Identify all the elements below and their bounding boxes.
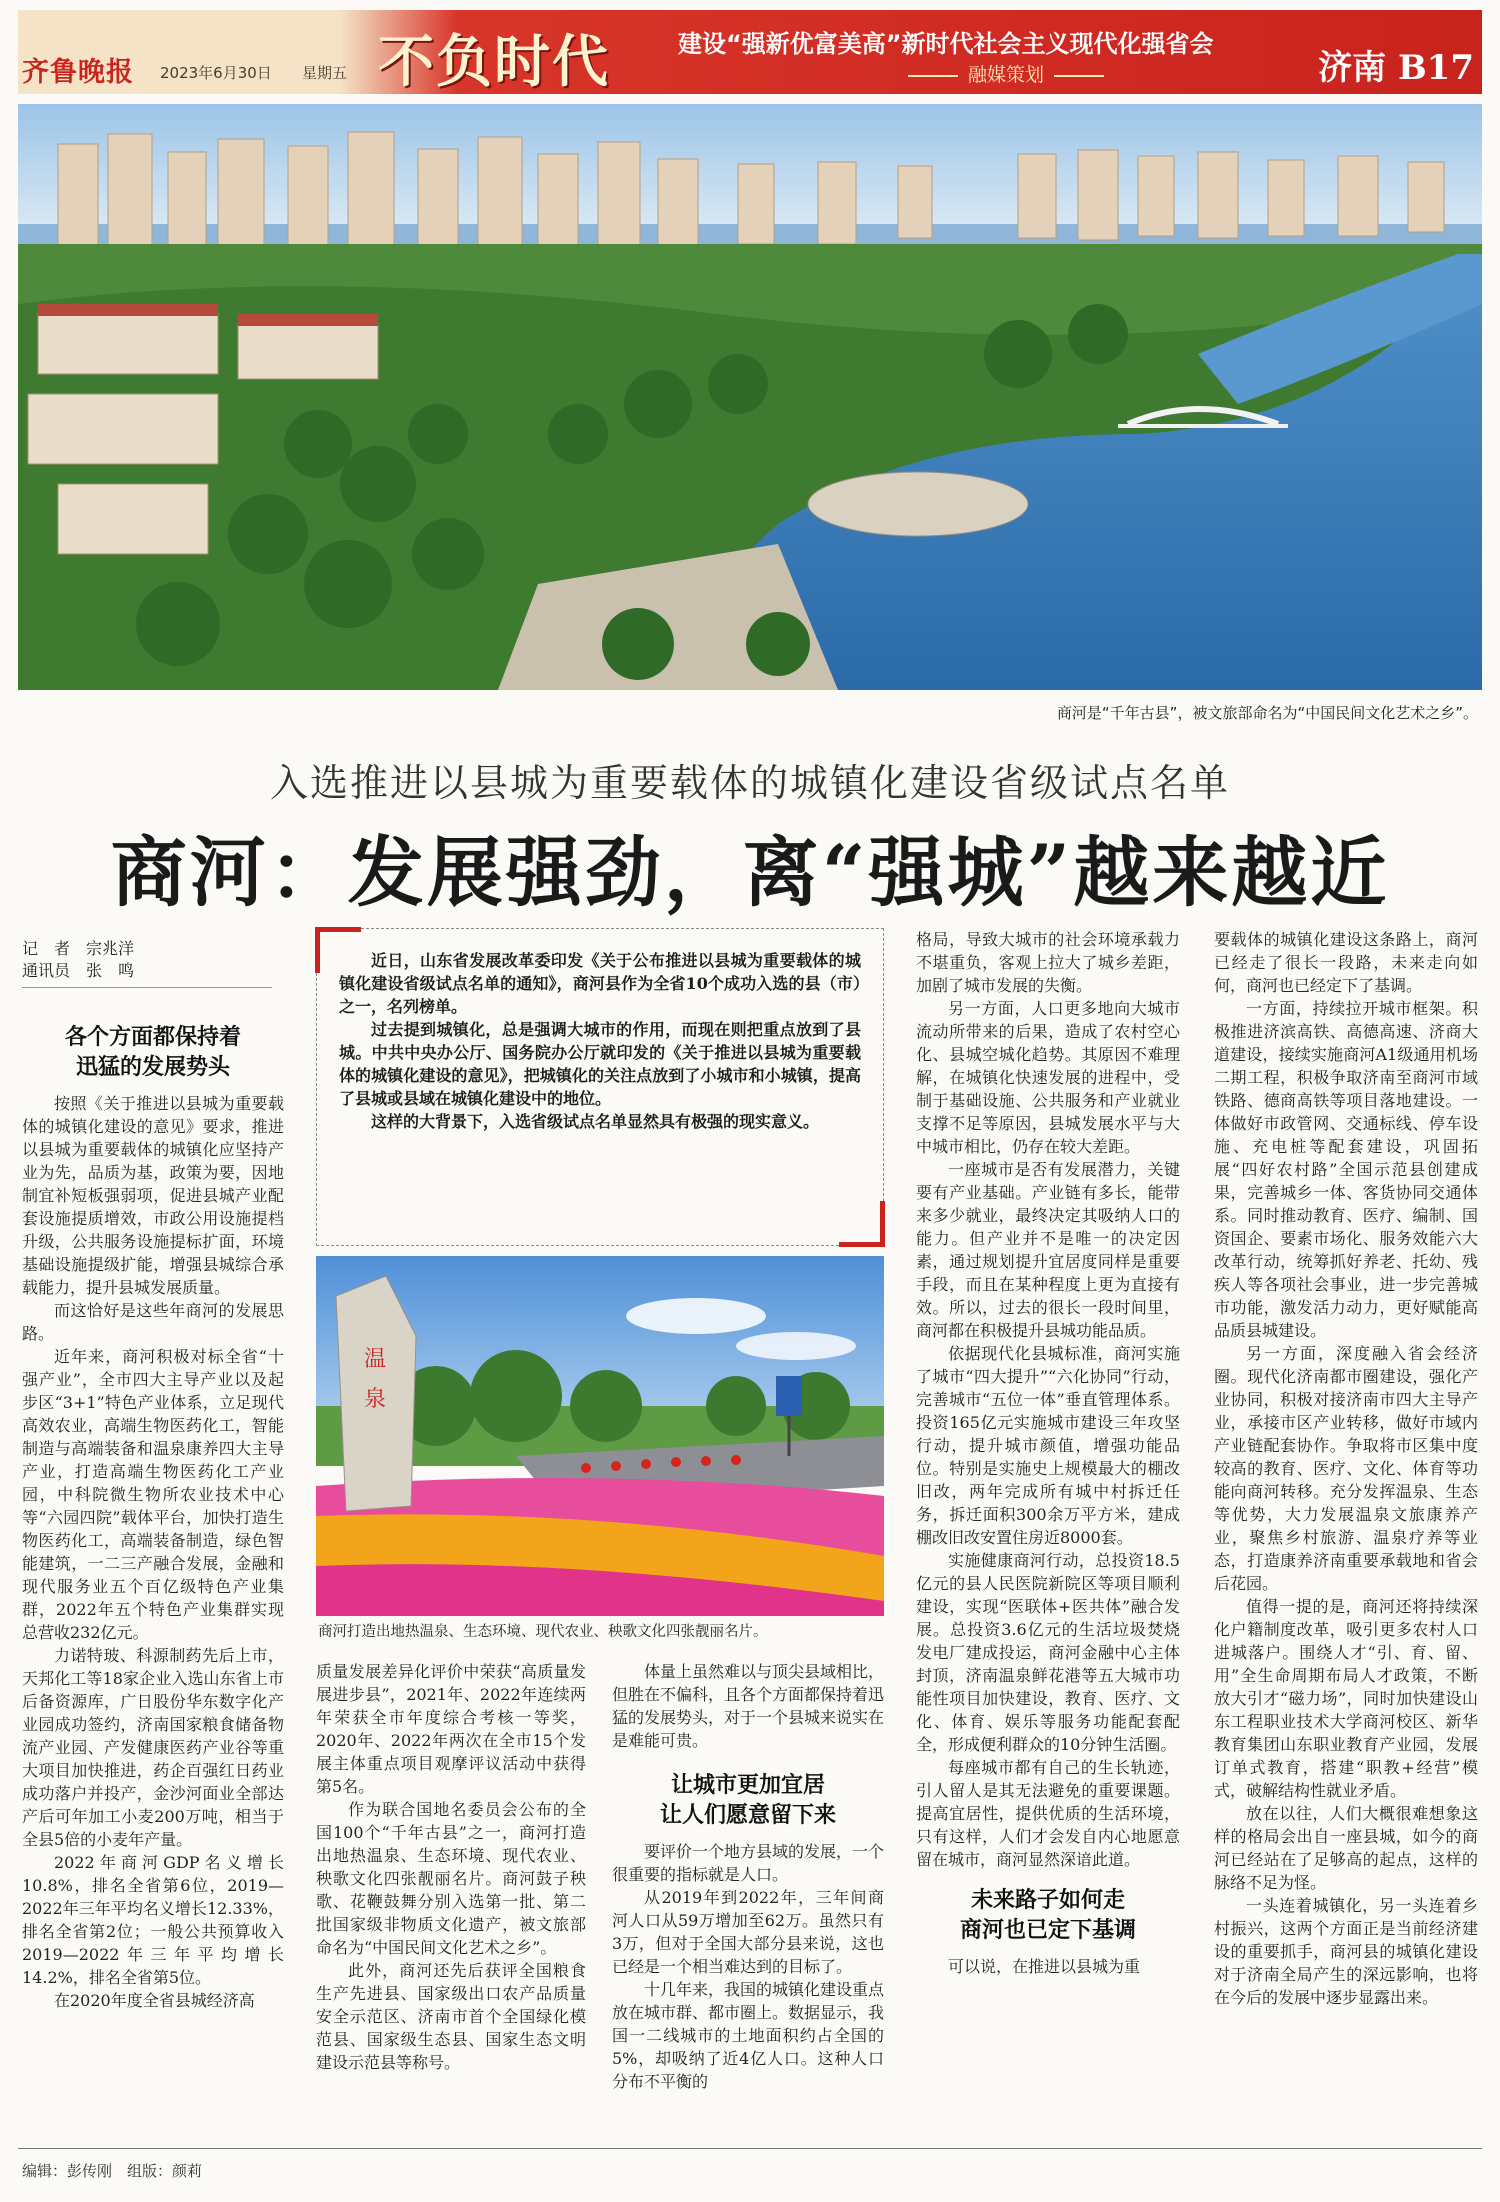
lead-paragraph: 过去提到城镇化，总是强调大城市的作用，而现在则把重点放到了县城。中共中央办公厅、国务院办公厅就印发的《关于推进以县城为重要载体的城镇化建设的意见》，把城镇化的关注点放到了小城市和小城镇，提高了县城或县域在城镇化建设中的地位。 xyxy=(339,1020,861,1108)
svg-text:泉: 泉 xyxy=(364,1387,387,1412)
paragraph: 放在以往，人们大概很难想象这样的格局会出自一座县城，如今的商河已经站在了足够高的起点，这样的脉络不足为怪。 xyxy=(1214,1804,1478,1892)
column-5 xyxy=(1214,928,1478,2009)
paragraph: 要评价一个地方县域的发展，一个很重要的指标就是人口。 xyxy=(612,1842,885,1884)
paragraph: 一座城市是否有发展潜力，关键要有产业基础。产业链有多长，能带来多少就业，最终决定其吸纳人口的能力。但产业并不是唯一的决定因素，通过规划提升宜居度同样是重要手段，而且在某种程度上更为直接有效。所以，过去的很长一段时间里，商河都在积极提升县城功能品质。 xyxy=(916,1160,1180,1340)
paragraph: 作为联合国地名委员会公布的全国100个“千年古县”之一，商河打造出地热温泉、生态环境、现代农业、秧歌文化四张靓丽名片。商河鼓子秧歌、花鞭鼓舞分别入选第一批、第二批国家级非物质文化遗产，被文旅部命名为“中国民间文化艺术之乡”。 xyxy=(316,1800,586,1957)
paragraph: 从2019年到2022年，三年间商河人口从59万增加至62万。虽然只有3万，但对于全国大部分县来说，这也已经是一个相当难达到的目标了。 xyxy=(612,1888,884,1976)
footer-divider xyxy=(18,2148,1482,2149)
column-2 xyxy=(316,1660,586,2074)
paragraph: 可以说，在推进以县城为重 xyxy=(948,1957,1141,1976)
lead-box-corner-bottom-right xyxy=(839,1201,885,1247)
paragraph: 实施健康商河行动，总投资18.5亿元的县人民医院新院区等项目顺利建设，实现“医联体+医共体”融合发展。总投资3.6亿元的生活垃圾焚烧发电厂建成投运，商河金融中心主体封顶，济南温泉鲜花港等五大城市功能性项目加快建设，教育、医疗、文化、体育、娱乐等服务功能配套配全，形成便利群众的10分钟生活圈。 xyxy=(916,1551,1180,1754)
column-1 xyxy=(22,1016,284,2012)
paragraph: 质量发展差异化评价中荣获“高质量发展进步县”，2021年、2022年连续两年荣获全市年度综合考核一等奖，2020年、2022年两次在全市15个发展主体重点项目观摩评议活动中获得第5名。 xyxy=(316,1662,586,1796)
subhead-3-line-2: 商河也已定下基调 xyxy=(959,1917,1136,1943)
article-headline: 商河：发展强劲，离“强城”越来越近 xyxy=(110,828,1390,917)
lead-box xyxy=(316,928,884,1246)
byline-reporter: 记 者 宗兆洋 xyxy=(22,939,135,958)
subhead-3 xyxy=(916,1885,1180,1945)
aerial-city-illustration xyxy=(18,104,1482,690)
paragraph: 依据现代化县城标准，商河实施了城市“四大提升”“六化协同”行动，完善城市“五位一体”垂直管理体系。投资165亿元实施城市建设三年攻坚行动，提升城市颜值，增强功能品位。特别是实施史上规模最大的棚改旧改，两年完成所有城中村拆迁任务，拆迁面积300余万平方米，建成棚改旧改安置住房近8000套。 xyxy=(916,1344,1180,1547)
subhead-2-line-1: 让城市更加宜居 xyxy=(670,1772,825,1798)
subhead-1 xyxy=(22,1022,284,1082)
series-title: 不负时代 xyxy=(378,29,610,95)
paragraph: 每座城市都有自己的生长轨迹，引人留人是其无法避免的重要课题。提高宜居性，提供优质的生活环境，只有这样，人们才会发自内心地愿意留在城市，商河显然深谙此道。 xyxy=(916,1758,1180,1869)
byline xyxy=(22,938,134,982)
publication-date: 2023年6月30日 xyxy=(160,64,272,82)
footer-credit: 编辑：彭传刚 组版：颜莉 xyxy=(22,2162,203,2180)
hero-photo-caption: 商河是“千年古县”，被文旅部命名为“中国民间文化艺术之乡”。 xyxy=(1056,704,1478,722)
publication-weekday: 星期五 xyxy=(302,64,348,82)
flower-road-illustration xyxy=(316,1256,884,1616)
planning-label: 融媒策划 xyxy=(898,60,1114,87)
subhead-2 xyxy=(612,1770,884,1830)
paragraph: 而这恰好是这些年商河的发展思路。 xyxy=(22,1301,284,1343)
paragraph: 体量上虽然难以与顶尖县域相比，但胜在不偏科，且各个方面都保持着迅猛的发展势头，对于一个县城来说实在是难能可贵。 xyxy=(612,1662,885,1750)
subhead-1-line-2: 迅猛的发展势头 xyxy=(75,1054,230,1080)
paragraph: 一头连着城镇化，另一头连着乡村振兴，这两个方面正是当前经济建设的重要抓手，商河县的城镇化建设对于济南全局产生的深远影响，也将在今后的发展中逐步显露出来。 xyxy=(1214,1896,1478,2007)
paragraph: 一方面，持续拉开城市框架。积极推进济滨高铁、高德高速、济商大道建设，接续实施商河A1级通用机场二期工程，积极争取济南至商河市域铁路、德商高铁等项目落地建设。一体做好市政管网、交通标线、停车设施、充电桩等配套建设，巩固拓展“四好农村路”全国示范县创建成果，完善城乡一体、客货协同交通体系。同时推动教育、医疗、编制、国资国企、要素市场化、服务效能六大改革行动，统筹抓好养老、托幼、残疾人等各项社会事业，进一步完善城市功能，激发活力动力，更好赋能高品质县城建设。 xyxy=(1214,999,1478,1340)
paragraph: 按照《关于推进以县城为重要载体的城镇化建设的意见》要求，推进以县城为重要载体的城镇化应坚持产业为先，品质为基，政策为要，因地制宜补短板强弱项，促进县城产业配套设施提质增效，市政公用设施提档升级，公共服务设施提标扩面，环境基础设施提级扩能，增强县城综合承载能力，提升县城发展质量。 xyxy=(22,1094,284,1297)
byline-correspondent: 通讯员 张 鸣 xyxy=(22,961,135,980)
flower-road-photo xyxy=(316,1256,884,1616)
paragraph: 值得一提的是，商河还将持续深化户籍制度改革，吸引更多农村人口进城落户。围绕人才“引、育、留、用”全生命周期布局人才政策，不断放大引才“磁力场”，同时加快建设山东工程职业技术大学商河校区、新华教育集团山东职业教育产业园，发展订单式教育，搭建“职教+经营”模式，破解结构性就业矛盾。 xyxy=(1214,1597,1478,1800)
lead-paragraph: 这样的大背景下，入选省级试点名单显然具有极强的现实意义。 xyxy=(371,1112,820,1131)
paragraph: 近年来，商河积极对标全省“十强产业”，全市四大主导产业以及起步区“3+1”特色产业体系，立足现代高效农业，高端生物医药化工，智能制造与高端装备和温泉康养四大主导产业，打造高端生物医药化工产业园，中科院微生物所农业技术中心等“六园四院”载体平台，加快打造生物医药化工，高端装备制造，绿色智能建筑，一二三产融合发展，金融和现代服务业五个百亿级特色产业集群，2022年五个特色产业集群实现总营收232亿元。 xyxy=(22,1347,284,1642)
subhead-1-line-1: 各个方面都保持着 xyxy=(64,1024,241,1050)
paragraph: 另一方面，人口更多地向大城市流动所带来的后果，造成了农村空心化、县城空城化趋势。其原因不难理解，在城镇化快速发展的进程中，受制于基础设施、公共服务和产业就业支撑不足等原因，县城发展水平与大中城市相比，仍存在较大差距。 xyxy=(916,999,1180,1156)
series-slogan: 建设“强新优富美高”新时代社会主义现代化强省会 xyxy=(678,30,1214,58)
lead-paragraph: 近日，山东省发展改革委印发《关于公布推进以县城为重要载体的城镇化建设省级试点名单的通知》，商河县作为全省10个成功入选的县（市）之一，名列榜单。 xyxy=(339,951,861,1016)
flower-road-photo-caption: 商河打造出地热温泉、生态环境、现代农业、秧歌文化四张靓丽名片。 xyxy=(318,1624,768,1640)
paragraph: 另一方面，深度融入省会经济圈。现代化济南都市圈建设，强化产业协同，积极对接济南市四大主导产业，承接市区产业转移，做好市域内产业链配套协作。争取将市区集中度较高的教育、医疗、文化、体育等功能向商河转移。充分发挥温泉、生态等优势，大力发展温泉文旅康养产业，聚焦乡村旅游、温泉疗养等业态，打造康养济南重要承载地和省会后花园。 xyxy=(1214,1344,1478,1593)
edition-label: 济南 B17 xyxy=(1318,48,1474,88)
article-kicker: 入选推进以县城为重要载体的城镇化建设省级试点名单 xyxy=(269,761,1230,805)
paragraph: 2022年商河GDP名义增长10.8%，排名全省第6位，2019—2022年三年平均名义增长12.33%，排名全省第2位；一般公共预算收入2019—2022年三年平均增长14.2%，排名全省第5位。 xyxy=(22,1853,284,1987)
lead-box-corner-top-left xyxy=(315,927,361,973)
byline-divider xyxy=(22,987,272,988)
subhead-3-line-1: 未来路子如何走 xyxy=(970,1887,1125,1913)
subhead-2-line-2: 让人们愿意留下来 xyxy=(659,1802,836,1828)
monument-inscription: 温 xyxy=(364,1347,387,1372)
paragraph: 力诺特玻、科源制药先后上市，天邦化工等18家企业入选山东省上市后备资源库，广日股份华东数字化产业园成功签约，济南国家粮食储备物流产业园、产发健康医药产业谷等重大项目加快推进，药企百强红日药业成功落户并投产，金沙河面业全部达产后可年加工小麦200万吨，相当于全县5倍的小麦年产量。 xyxy=(22,1646,284,1849)
column-4 xyxy=(916,928,1180,1978)
paragraph: 格局，导致大城市的社会环境承载力不堪重负，客观上拉大了城乡差距，加剧了城市发展的失衡。 xyxy=(916,930,1180,995)
column-3 xyxy=(612,1660,884,2093)
hero-photo xyxy=(18,104,1482,690)
paper-name: 齐鲁晚报 xyxy=(22,57,134,88)
paragraph: 此外，商河还先后获评全国粮食生产先进县、国家级出口农产品质量安全示范区、济南市首个全国绿化模范县、国家级生态县、国家生态文明建设示范县等称号。 xyxy=(316,1961,586,2072)
paragraph: 在2020年度全省县城经济高 xyxy=(54,1991,255,2010)
paragraph: 十几年来，我国的城镇化建设重点放在城市群、都市圈上。数据显示，我国一二线城市的土地面积约占全国的5%，却吸纳了近4亿人口。这种人口分布不平衡的 xyxy=(612,1980,885,2091)
masthead xyxy=(18,10,1482,94)
paragraph: 要载体的城镇化建设这条路上，商河已经走了很长一段路，未来走向如何，商河也已经定下了基调。 xyxy=(1214,930,1478,995)
